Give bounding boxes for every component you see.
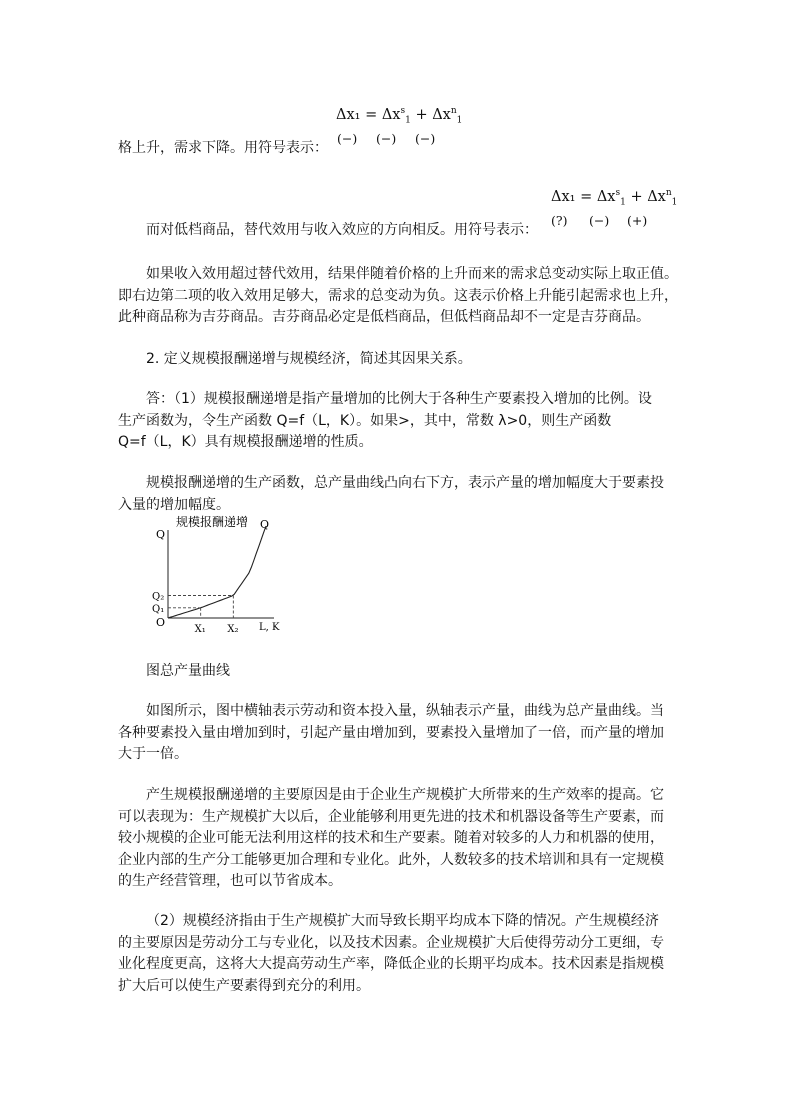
paragraph-line: 如果收入效用超过替代效用，结果伴随着价格的上升而来的需求总变动实际上取正值。 <box>146 266 678 282</box>
total-product-curve <box>168 526 266 618</box>
paragraph-line: 答：（1）规模报酬递增是指产量增加的比例大于各种生产要素投入增加的比例。设 <box>146 391 652 407</box>
chart-title: 规模报酬递增 <box>176 515 249 529</box>
y-axis-label: Q <box>156 528 166 541</box>
paragraph-line: 的生产经营管理，也可以节省成本。 <box>118 873 342 890</box>
paragraph-line: 如图所示，图中横轴表示劳动和资本投入量，纵轴表示产量，曲线为总产量曲线。当 <box>146 703 664 719</box>
formula-1-sub-a: 1 <box>405 115 411 126</box>
formula-2-sub-a: 1 <box>620 197 626 208</box>
formula-1-sign-3: (−) <box>415 131 436 146</box>
formula-2-sign-1: (?) <box>551 213 568 228</box>
total-product-chart <box>148 512 288 636</box>
formula-2-sup-s: s <box>615 188 621 198</box>
formula-1-sign-1: (−) <box>337 131 358 146</box>
paragraph-line: 业化程度更高，这将大大提高劳动生产率，降低企业的长期平均成本。技术因素是指规模 <box>118 956 664 973</box>
curve-label: Q <box>260 518 270 531</box>
formula-1-sign-2: (−) <box>376 131 397 146</box>
x-tick-x2: X₂ <box>227 624 239 635</box>
paragraph-giffen <box>118 264 678 329</box>
formula-2-plus: + Δx <box>625 188 666 205</box>
question-2-heading: 2. 定义规模报酬递增与规模经济，简述其因果关系。 <box>146 351 472 367</box>
y-tick-q2: Q₂ <box>152 591 165 603</box>
formula-1-plus: + Δx <box>410 106 451 123</box>
paragraph-line: 此种商品称为吉芬商品。吉芬商品必定是低档商品，但低档商品却不一定是吉芬商品。 <box>118 309 650 326</box>
formula-2-sub-b: 1 <box>671 197 678 208</box>
paragraph-line: 的主要原因是劳动分工与专业化，以及技术因素。企业规模扩大后使得劳动分工更细，专 <box>118 934 664 951</box>
paragraph-line: 扩大后可以使生产要素得到充分的利用。 <box>118 977 370 994</box>
formula-1-sup-s: s <box>400 106 406 116</box>
paragraph-answer <box>118 389 678 454</box>
paragraph-line: 即右边第二项的收入效用足够大，需求的总变动为负。这表示价格上升能引起需求也上升， <box>118 287 678 304</box>
paragraph-reason <box>118 785 678 893</box>
figure-caption: 图总产量曲线 <box>146 663 230 679</box>
formula-2-sign-3: (+) <box>627 213 648 228</box>
x-axis-label: L, K <box>259 622 280 633</box>
y-tick-q1: Q₁ <box>152 603 165 615</box>
x-tick-x1: X₁ <box>194 624 206 635</box>
paragraph-line: 可以表现为：生产规模扩大以后，企业能够利用更先进的技术和机器设备等生产要素，而 <box>118 808 664 825</box>
paragraph-line: 规模报酬递增的生产函数，总产量曲线凸向右下方，表示产量的增加幅度大于要素投 <box>146 475 664 491</box>
line-inferior-goods: 而对低档商品，替代效用与收入效应的方向相反。用符号表示： <box>146 222 538 238</box>
paragraph-line: Q=f（L，K）具有规模报酬递增的性质。 <box>118 434 373 451</box>
formula-2-main: Δx₁ = Δx <box>551 188 616 205</box>
paragraph-line: 入量的增加幅度。 <box>118 496 230 513</box>
formula-1-sub-b: 1 <box>456 115 463 126</box>
paragraph-line: 产生规模报酬递增的主要原因是由于企业生产规模扩大所带来的生产效率的提高。它 <box>146 787 664 803</box>
paragraph-curve <box>118 473 678 516</box>
paragraph-line: 生产函数为，令生产函数 Q=f（L，K）。如果>，其中，常数 λ>0，则生产函数 <box>118 412 612 429</box>
paragraph-line: （2）规模经济指由于生产规模扩大而导致长期平均成本下降的情况。产生规模经济 <box>146 913 659 929</box>
formula-2-sup-n: n <box>665 188 672 198</box>
paragraph-explain <box>118 701 678 766</box>
paragraph-line: 各种要素投入量由增加到时，引起产量由增加到，要素投入量增加了一倍，而产量的增加 <box>118 724 664 741</box>
line-price-up: 格上升，需求下降。用符号表示： <box>118 140 328 156</box>
paragraph-line: 大于一倍。 <box>118 746 188 763</box>
origin-label: O <box>156 616 166 629</box>
formula-1-main: Δx₁ = Δx <box>336 106 401 123</box>
formula-1-sup-n: n <box>450 106 457 116</box>
paragraph-scale-economy <box>118 911 678 997</box>
paragraph-line: 企业内部的生产分工能够更加合理和专业化。此外，人数较多的技术培训和具有一定规模 <box>118 851 664 868</box>
formula-2-sign-2: (−) <box>589 213 610 228</box>
formula-2 <box>551 188 677 208</box>
formula-1 <box>336 106 462 126</box>
paragraph-line: 较小规模的企业可能无法利用这样的技术和生产要素。随着对较多的人力和机器的使用， <box>118 830 664 847</box>
